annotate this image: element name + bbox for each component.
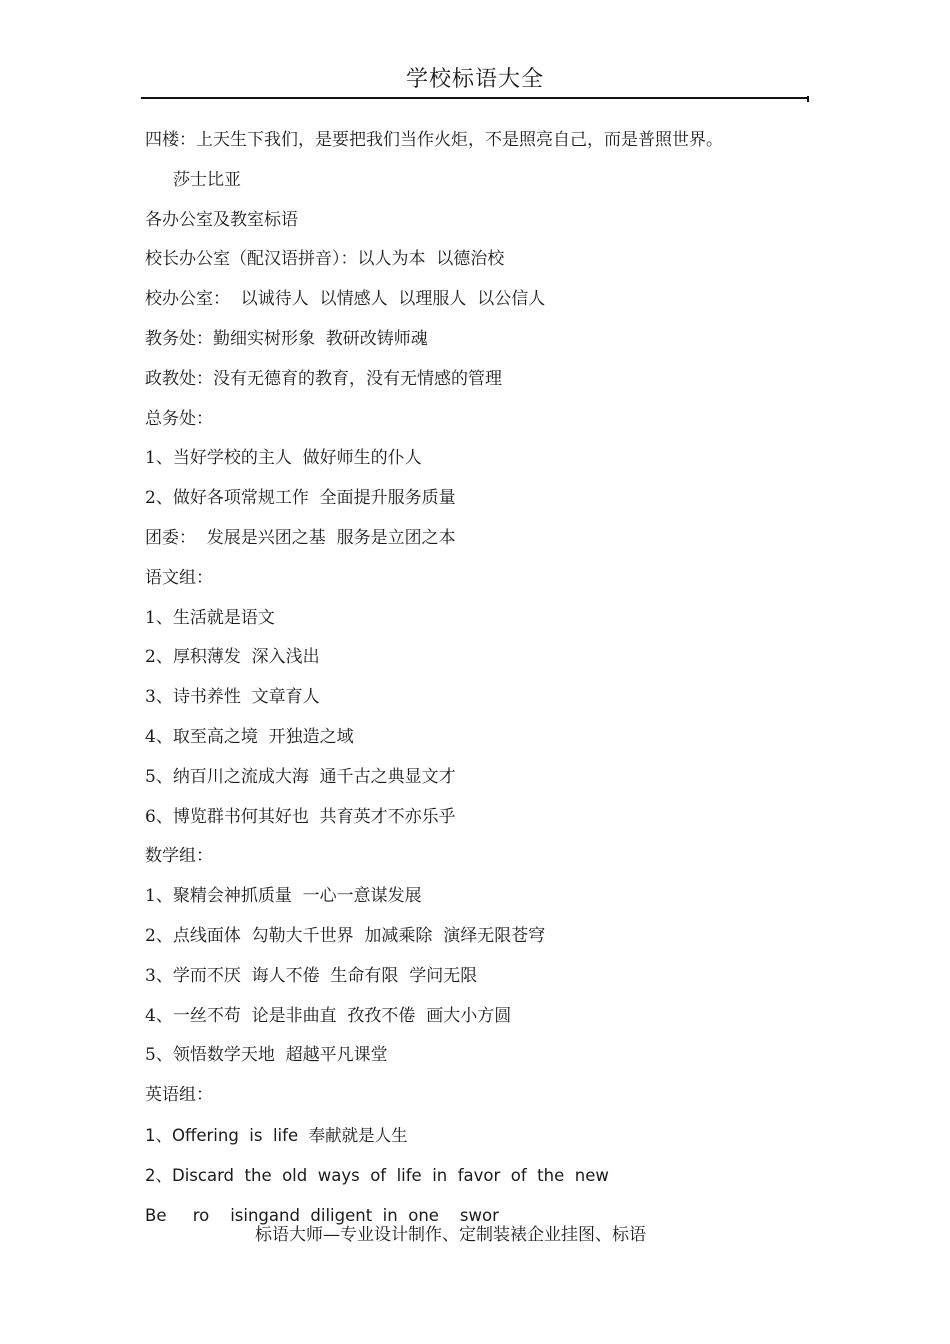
header-rule <box>141 97 809 99</box>
list-item: 6、博览群书何其好也 共育英才不亦乐乎 <box>145 806 456 827</box>
text-line-fourth-floor-quote: 四楼：上天生下我们，是要把我们当作火炬，不是照亮自己，而是普照世界。 <box>145 130 723 150</box>
text-line-political-education: 政教处：没有无德育的教育，没有无情感的管理 <box>145 368 502 389</box>
list-item: 1、Offering is life 奉献就是人生 <box>145 1125 408 1145</box>
text-line-attribution: 莎士比亚 <box>173 169 241 190</box>
list-item: 5、领悟数学天地 超越平凡课堂 <box>145 1045 388 1066</box>
list-item: 4、取至高之境 开独造之域 <box>145 726 354 747</box>
list-item: 2、点线面体 勾勒大千世界 加减乘除 演绎无限苍穹 <box>145 925 546 946</box>
header-rule-end-mark <box>807 96 809 102</box>
section-heading-chinese-group: 语文组： <box>145 567 213 588</box>
list-item: 3、诗书养性 文章育人 <box>145 687 320 708</box>
section-heading-math-group: 数学组： <box>145 846 213 867</box>
text-line-principal-office: 校长办公室（配汉语拼音）：以人为本 以德治校 <box>145 249 505 270</box>
list-item: 1、当好学校的主人 做好师生的仆人 <box>145 448 422 469</box>
list-item: 2、Discard the old ways of life in favor of the new <box>145 1165 609 1185</box>
section-heading-english-group: 英语组： <box>145 1085 213 1106</box>
section-heading-offices: 各办公室及教室标语 <box>145 209 298 230</box>
list-item: 1、生活就是语文 <box>145 607 275 628</box>
list-item: 5、纳百川之流成大海 通千古之典显文才 <box>145 766 456 787</box>
text-line-academic-affairs: 教务处：勤细实树形象 教研改铸师魂 <box>145 328 428 349</box>
list-item: 2、厚积薄发 深入浅出 <box>145 647 320 668</box>
list-item: 2、做好各项常规工作 全面提升服务质量 <box>145 488 456 509</box>
text-line-youth-league: 团委： 发展是兴团之基 服务是立团之本 <box>145 527 456 548</box>
list-item: 3、学而不厌 诲人不倦 生命有限 学问无限 <box>145 965 478 986</box>
page-header-title: 学校标语大全 <box>405 67 544 92</box>
list-item: 1、聚精会神抓质量 一心一意谋发展 <box>145 886 422 907</box>
text-line-school-office: 校办公室： 以诚待人 以情感人 以理服人 以公信人 <box>145 289 546 310</box>
section-heading-general-affairs: 总务处： <box>145 408 213 429</box>
page-footer-text: 标语大师—专业设计制作、定制装裱企业挂图、标语 <box>255 1225 646 1245</box>
list-item: 4、一丝不苟 论是非曲直 孜孜不倦 画大小方圆 <box>145 1005 512 1026</box>
document-body <box>145 121 825 1235</box>
text-line-garbled: Be ro isingand diligent in one swor <box>145 1205 499 1225</box>
